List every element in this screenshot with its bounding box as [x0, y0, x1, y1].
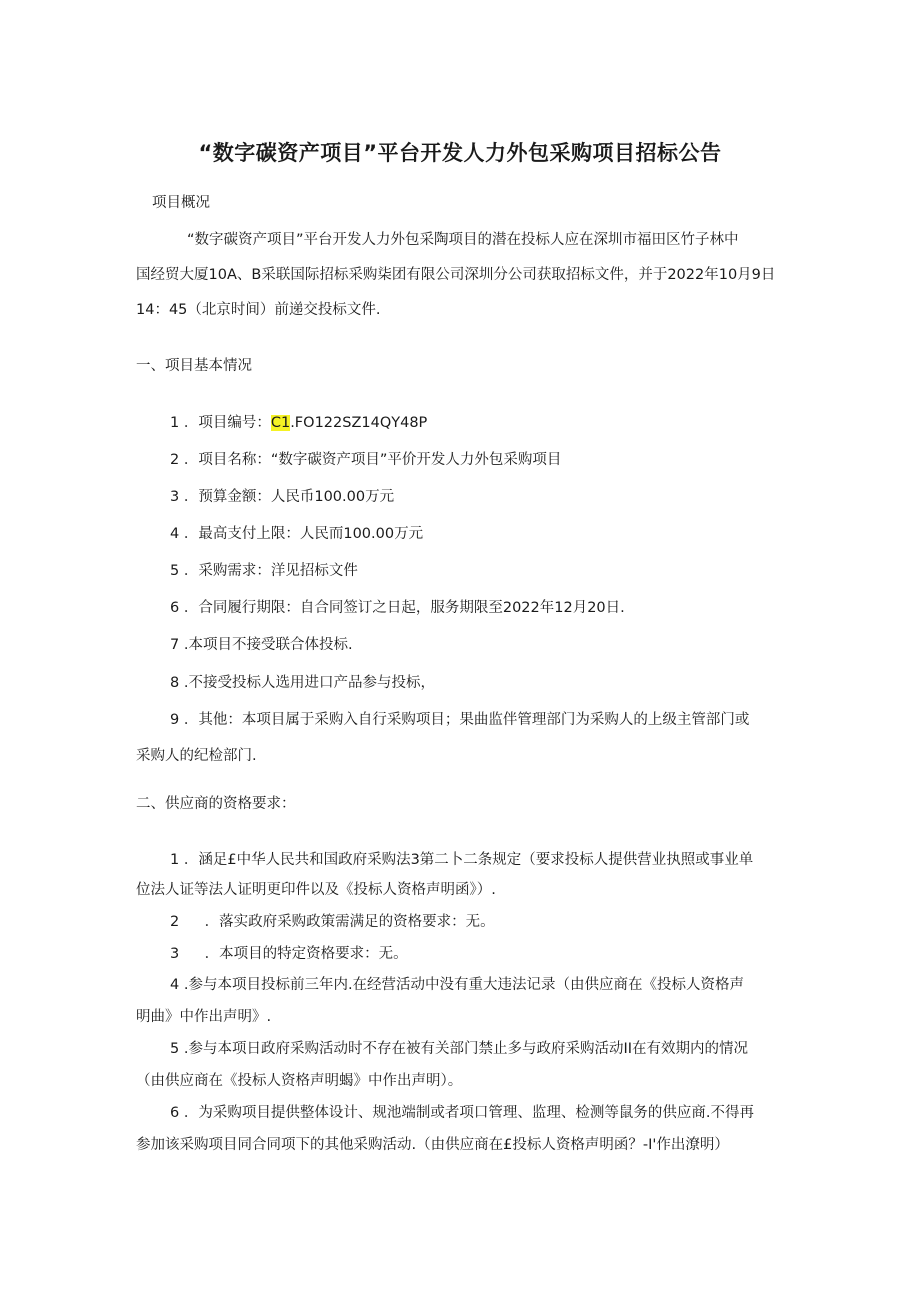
- s1-item-4-num: 4: [170, 526, 180, 542]
- page-title: “数字碳资产项目”平台开发人力外包采购项目招标公告: [198, 141, 722, 165]
- overview-heading: 项目概况: [152, 195, 210, 211]
- s2-item-3: [170, 944, 408, 964]
- s1-item-2-num: 2: [170, 452, 180, 468]
- s2-item-5-cont: （由供应商在《投标人资格声明蝎》中作出声明）。: [136, 1073, 463, 1089]
- s2-item-1: [170, 850, 753, 870]
- s2-item-3-text: ．本项目的特定资格要求：无。: [204, 946, 408, 962]
- s1-item-5-num: 5: [170, 563, 180, 579]
- s1-item-1-highlight: C1: [270, 415, 291, 431]
- overview-line-3: 14：45（北京时间）前递交投标文件.: [136, 302, 381, 318]
- s2-item-4: [170, 975, 744, 995]
- s2-item-2-text: ．落实政府采购政策需满足的资格要求：无。: [204, 914, 495, 930]
- section1-heading: 一、项目基本情况: [136, 358, 252, 374]
- s1-item-9-cont: 采购人的纪检部门.: [136, 748, 257, 764]
- s1-item-3: [170, 487, 394, 507]
- s1-item-3-text: ．预算金额：人民币100.00万元: [183, 489, 395, 505]
- s1-item-8-text: .不接受投标人选用进口产品参与投标，: [183, 675, 435, 691]
- s2-item-1-cont: 位法人证等法人证明更印件以及《投标人资格声明函》）.: [136, 882, 496, 898]
- s1-item-6: [170, 598, 625, 618]
- s1-item-1-suffix: .FO122SZ14QY48P: [290, 415, 428, 431]
- s1-item-1-num: 1: [170, 415, 180, 431]
- s1-item-7-text: .本项目不接受联合体投标.: [183, 637, 353, 653]
- s1-item-2-text: ．项目名称：“数字碳资产项目”平价开发人力外包采购项目: [183, 452, 562, 468]
- s2-item-1-text: ．涵足£中华人民共和国政府采购法3第二卜二条规定（要求投标人提供营业执照或事业单: [183, 852, 754, 868]
- s2-item-5: [170, 1039, 748, 1059]
- s2-item-4-num: 4: [170, 977, 180, 993]
- s1-item-5-text: ．采购需求：洋见招标文件: [183, 563, 358, 579]
- s1-item-8: [170, 673, 435, 693]
- s1-item-9: [170, 710, 749, 730]
- s2-item-4-text: .参与本项目投标前三年内.在经营活动中没有重大违法记录（由供应商在《投标人资格声: [183, 977, 745, 993]
- section2-heading: 二、供应商的资格要求：: [136, 796, 296, 812]
- s1-item-1-prefix: ．项目编号：: [183, 415, 271, 431]
- s1-item-6-text: ．合同履行期限：自合同签订之日起，服务期限至2022年12月20日.: [183, 600, 625, 616]
- s2-item-6: [170, 1103, 754, 1123]
- s2-item-5-num: 5: [170, 1041, 180, 1057]
- s2-item-2-num: 2: [170, 914, 180, 930]
- s2-item-1-num: 1: [170, 852, 180, 868]
- s1-item-9-num: 9: [170, 712, 180, 728]
- s2-item-6-text: ．为采购项目提供整体设计、规池端制或者项口管理、监理、检测等鼠务的供应商.不得再: [183, 1105, 754, 1121]
- s2-item-3-num: 3: [170, 946, 180, 962]
- s1-item-8-num: 8: [170, 675, 180, 691]
- s1-item-7: [170, 635, 353, 655]
- overview-line-2: 国经贸大厦10A、B采联国际招标采购柒团有限公司深圳分公司获取招标文件，并于2022年10月9日: [136, 267, 776, 283]
- s2-item-6-num: 6: [170, 1105, 180, 1121]
- s1-item-2: [170, 450, 561, 470]
- s1-item-3-num: 3: [170, 489, 180, 505]
- s1-item-6-num: 6: [170, 600, 180, 616]
- overview-line-1: “数字碳资产项目”平台开发人力外包采陶项目的潜在投标人应在深圳市福田区竹子林中: [187, 232, 739, 248]
- s1-item-4-text: ．最高支付上限：人民而100.00万元: [183, 526, 424, 542]
- s1-item-1: [170, 413, 427, 433]
- s2-item-2: [170, 912, 495, 932]
- s2-item-5-text: .参与本项日政府采购活动时不存在被有关部门禁止多与政府采购活动II在有效期内的情况: [183, 1041, 749, 1057]
- s2-item-4-cont: 明曲》中作出声明》.: [136, 1009, 272, 1025]
- s1-item-5: [170, 561, 358, 581]
- s1-item-9-text: ．其他：本项目属于采购入自行采购项目；果曲监伴管理部门为采购人的上级主管部门或: [183, 712, 750, 728]
- s1-item-7-num: 7: [170, 637, 180, 653]
- s2-item-6-cont: 参加该采购项目同合同项下的其他采购活动.（由供应商在£投标人资格声明函？-I'作出潦明）: [136, 1137, 729, 1153]
- s1-item-4: [170, 524, 423, 544]
